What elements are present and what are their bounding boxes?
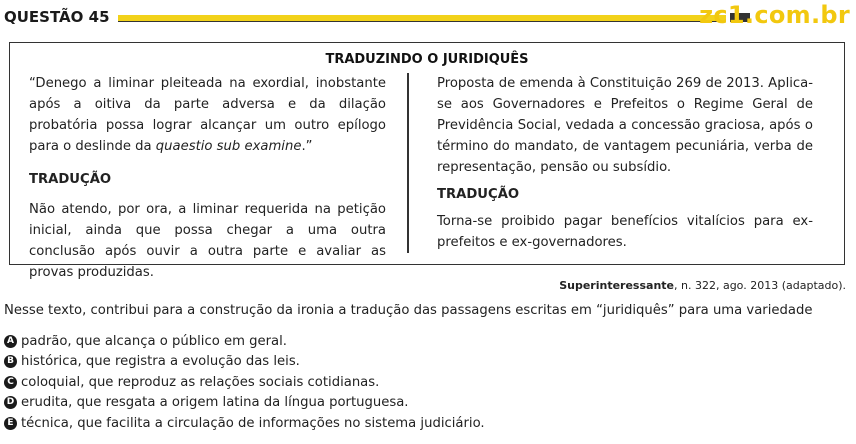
option-text: padrão, que alcança o público em geral. (21, 333, 287, 349)
source-publication: Superinteressante (559, 279, 675, 292)
right-original: Proposta de emenda à Constituição 269 de 2013. Aplica-se aos Governadores e Prefeitos o Regime Geral de Previdência Social, vedada a concessão graciosa, após o término do mandato, de vantagem pecuniária, verba de representação, pensão ou subsídio. (437, 76, 813, 175)
text-box (9, 42, 845, 280)
right-translation-heading: TRADUÇÃO (437, 187, 520, 202)
right-translation: Torna-se proibido pagar benefícios vitalícios para ex-prefeitos e ex-governadores. (437, 214, 813, 250)
header-rule (118, 15, 726, 22)
source-citation (559, 279, 846, 292)
option-a[interactable] (4, 331, 485, 352)
option-text: histórica, que registra a evolução das leis. (21, 354, 300, 370)
option-text: técnica, que facilita a circulação de informações no sistema judiciário. (21, 415, 485, 431)
site-watermark: zc1.com.br (699, 1, 850, 29)
option-letter-badge: D (4, 396, 17, 409)
question-stem: Nesse texto, contribui para a construção da ironia a tradução das passagens escritas em “juridiquês” para uma variedade (4, 303, 813, 318)
source-details: , n. 322, ago. 2013 (adaptado). (674, 279, 846, 292)
option-d[interactable] (4, 393, 485, 414)
left-translation: Não atendo, por ora, a liminar requerida na petição inicial, ainda que possa chegar a uma outra conclusão após ouvir a outra parte e avaliar as provas produzidas. (29, 202, 386, 280)
latin-expression: quaestio sub examine (155, 139, 302, 154)
option-text: erudita, que resgata a origem latina da língua portuguesa. (21, 395, 409, 411)
option-text: coloquial, que reproduz as relações sociais cotidianas. (21, 374, 380, 390)
left-original: “Denego a liminar pleiteada na exordial, inobstante após a oitiva da parte adversa e da dilação probatória possa lograr alcançar um outro epílogo para o deslinde da quaestio sub examine.” (29, 76, 386, 154)
option-letter-badge: A (4, 335, 17, 348)
right-column (437, 73, 813, 253)
option-c[interactable] (4, 372, 485, 393)
question-header (4, 1, 854, 31)
option-letter-badge: E (4, 417, 17, 430)
box-title: TRADUZINDO O JURIDIQUÊS (325, 52, 529, 67)
option-b[interactable] (4, 352, 485, 373)
column-divider (407, 73, 409, 253)
left-column (29, 73, 386, 283)
answer-options (4, 331, 485, 434)
option-letter-badge: B (4, 355, 17, 368)
question-number: QUESTÃO 45 (4, 8, 110, 26)
left-translation-heading: TRADUÇÃO (29, 172, 112, 187)
option-letter-badge: C (4, 376, 17, 389)
option-e[interactable] (4, 413, 485, 434)
